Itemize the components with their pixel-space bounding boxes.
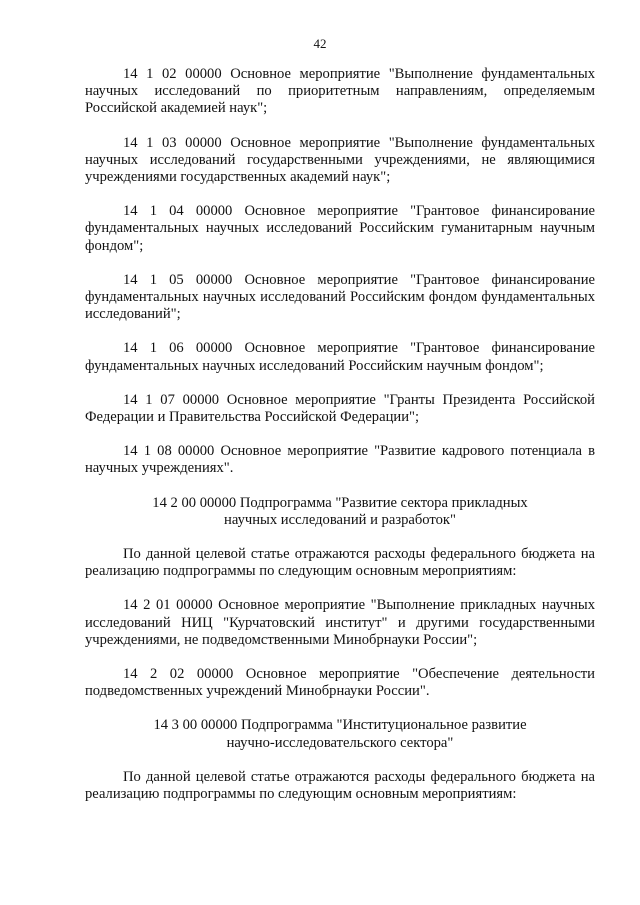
document-body (85, 66, 595, 803)
paragraph-14-1-07: 14 1 07 00000 Основное мероприятие "Гранты Президента Российской Федерации и Правительства Российской Федерации"; (85, 391, 595, 426)
subprogram-heading-14-2 (85, 495, 595, 529)
heading-line: 14 2 00 00000 Подпрограмма "Развитие сектора прикладных (152, 494, 528, 511)
paragraph-14-1-06: 14 1 06 00000 Основное мероприятие "Грантовое финансирование фундаментальных научных исследований Российским научным фондом"; (85, 340, 595, 374)
paragraph-14-2-01: 14 2 01 00000 Основное мероприятие "Выполнение прикладных научных исследований НИЦ "Курчатовский институт" и другими государственными учреждениями, не подведомственными Минобрнауки России"; (85, 597, 595, 648)
subprogram-heading-14-3 (85, 717, 595, 751)
paragraph-14-1-08: 14 1 08 00000 Основное мероприятие "Развитие кадрового потенциала в научных учреждениях". (85, 443, 595, 477)
paragraph-14-1-05: 14 1 05 00000 Основное мероприятие "Грантовое финансирование фундаментальных научных исследований Российским фондом фундаментальных исследований"; (85, 271, 595, 323)
heading-line: 14 3 00 00000 Подпрограмма "Институциональное развитие (153, 717, 527, 734)
paragraph-14-2-02: 14 2 02 00000 Основное мероприятие "Обеспечение деятельности подведомственных учреждений Минобрнауки России". (85, 666, 595, 700)
page-number: 42 (313, 36, 327, 51)
paragraph-intro-14-3: По данной целевой статье отражаются расходы федерального бюджета на реализацию подпрограммы по следующим основным мероприятиям: (85, 768, 595, 803)
heading-line: научных исследований и разработок" (224, 511, 456, 528)
paragraph-14-1-02: 14 1 02 00000 Основное мероприятие "Выполнение фундаментальных научных исследований по приоритетным направлениям, определяемым Российской академией наук"; (85, 66, 595, 117)
heading-line: научно-исследовательского сектора" (226, 734, 454, 751)
paragraph-intro-14-2: По данной целевой статье отражаются расходы федерального бюджета на реализацию подпрограммы по следующим основным мероприятиям: (85, 546, 595, 580)
paragraph-14-1-04: 14 1 04 00000 Основное мероприятие "Грантовое финансирование фундаментальных научных исследований Российским гуманитарным научным фондом"; (85, 203, 595, 254)
paragraph-14-1-03: 14 1 03 00000 Основное мероприятие "Выполнение фундаментальных научных исследований государственными учреждениями, не являющимися учреждениями государственных академий наук"; (85, 134, 595, 186)
